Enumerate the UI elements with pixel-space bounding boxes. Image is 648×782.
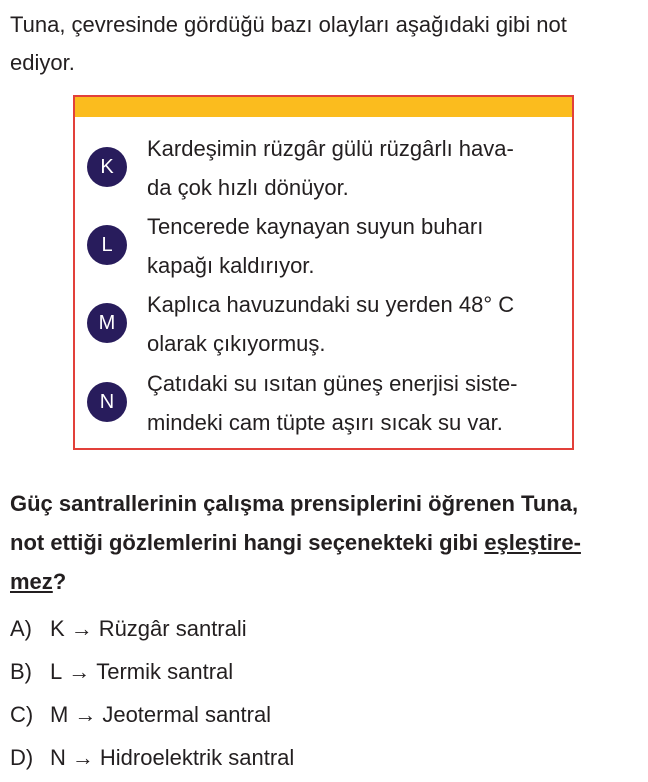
badge-m: M	[87, 303, 127, 343]
observation-box	[73, 95, 574, 450]
observation-text-k	[147, 129, 565, 207]
option-d-key: N	[50, 745, 66, 770]
observation-text-l	[147, 207, 565, 285]
badge-l: L	[87, 225, 127, 265]
question-mark: ?	[52, 569, 67, 594]
option-b-key: L	[50, 659, 63, 684]
observation-n-line-2: mindeki cam tüpte aşırı sıcak su var.	[147, 410, 503, 435]
option-c-key: M	[50, 702, 69, 727]
arrow-right-icon: →	[74, 702, 97, 727]
question-emphasis-part-1: eşleştire-	[484, 530, 581, 555]
arrow-right-icon: →	[70, 616, 93, 641]
observation-box-header-band	[75, 97, 572, 117]
badge-n: N	[87, 382, 127, 422]
arrow-right-icon: →	[71, 745, 94, 770]
option-a[interactable]	[10, 614, 247, 644]
observation-m-line-1: Kaplıca havuzundaki su yerden 48° C	[147, 292, 515, 317]
intro-line-1: Tuna, çevresinde gördüğü bazı olayları aşağıdaki gibi not	[10, 12, 567, 37]
option-b-answer: Termik santral	[96, 659, 234, 684]
observation-text-m	[147, 285, 565, 363]
option-d[interactable]	[10, 743, 294, 773]
option-c[interactable]	[10, 700, 271, 730]
option-b-letter: B)	[10, 659, 32, 684]
observation-n-line-1: Çatıdaki su ısıtan güneş enerjisi siste-	[147, 371, 518, 396]
option-c-answer: Jeotermal santral	[102, 702, 272, 727]
observation-k-line-2: da çok hızlı dönüyor.	[147, 175, 349, 200]
intro-line-2: ediyor.	[10, 50, 75, 75]
question-line-2-main: not ettiği gözlemlerini hangi seçenekteki gibi	[10, 530, 485, 555]
option-a-letter: A)	[10, 616, 32, 641]
question-line-2	[10, 523, 640, 562]
observation-l-line-1: Tencerede kaynayan suyun buharı	[147, 214, 484, 239]
option-b[interactable]	[10, 657, 233, 687]
intro-text	[10, 6, 640, 82]
observation-k-line-1: Kardeşimin rüzgâr gülü rüzgârlı hava-	[147, 136, 514, 161]
question-line-1: Güç santrallerinin çalışma prensiplerini öğrenen Tuna,	[10, 491, 579, 516]
question-text	[10, 484, 640, 601]
option-d-answer: Hidroelektrik santral	[99, 745, 295, 770]
question-emphasis-part-2: mez	[10, 569, 53, 594]
observation-l-line-2: kapağı kaldırıyor.	[147, 253, 315, 278]
option-a-answer: Rüzgâr santrali	[98, 616, 247, 641]
option-c-letter: C)	[10, 702, 34, 727]
badge-k: K	[87, 147, 127, 187]
option-d-letter: D)	[10, 745, 34, 770]
observation-m-line-2: olarak çıkıyormuş.	[147, 331, 326, 356]
question-line-3	[10, 562, 640, 601]
option-a-key: K	[50, 616, 65, 641]
observation-text-n	[147, 364, 565, 442]
arrow-right-icon: →	[68, 659, 91, 684]
